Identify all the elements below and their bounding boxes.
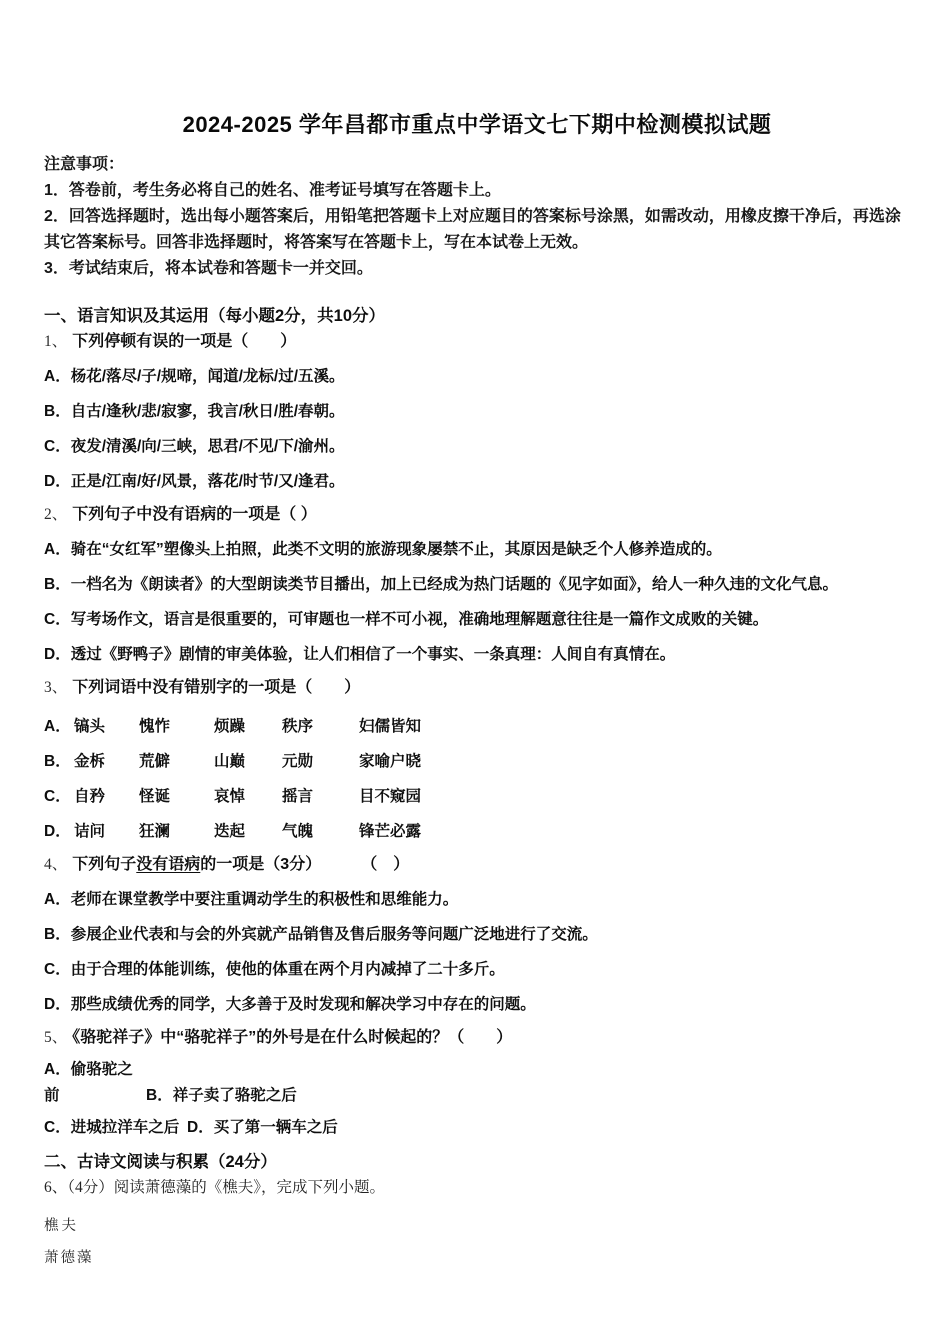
word: 诘问 — [74, 823, 106, 840]
word: 家喻户晓 — [359, 753, 422, 770]
question-4-option-a: A．老师在课堂教学中要注重调动学生的积极性和思维能力。 — [44, 891, 459, 908]
section-2-title: 二、古诗文阅读与积累（24分） — [44, 1153, 277, 1171]
word: 摇言 — [282, 788, 314, 805]
question-4-option-b: B．参展企业代表和与会的外宾就产品销售及售后服务等问题广泛地进行了交流。 — [44, 926, 598, 943]
word: 烦躁 — [214, 718, 246, 735]
notice-item-1: 1．答卷前，考生务必将自己的姓名、准考证号填写在答题卡上。 — [44, 182, 501, 199]
word: 锋芒必露 — [359, 823, 422, 840]
question-2-option-a: A．骑在“女红军”塑像头上拍照，此类不文明的旅游现象屡禁不止，其原因是缺乏个人修养造成的。 — [44, 541, 722, 558]
question-4-text-pre: 下列句子 — [72, 856, 137, 873]
question-1-option-b: B．自古/逢秋/悲/寂寥，我言/秋日/胜/春朝。 — [44, 403, 345, 420]
question-4-number: 4、 — [44, 856, 68, 873]
question-3 — [44, 675, 910, 701]
word: 气魄 — [282, 823, 314, 840]
question-5-text: 《骆驼祥子》中“骆驼祥子”的外号是在什么时候起的？（ ） — [72, 1029, 513, 1046]
question-2-text: 下列句子中没有语病的一项是（ ） — [72, 506, 317, 523]
section-1-title: 一、语言知识及其运用（每小题2分，共10分） — [44, 307, 386, 325]
section-2 — [44, 1149, 910, 1270]
question-2 — [44, 502, 910, 528]
question-6-text: （4分）阅读萧德藻的《樵夫》，完成下列小题。 — [67, 1179, 386, 1196]
word: 怪诞 — [139, 788, 171, 805]
word: 山巅 — [214, 753, 246, 770]
option-label: C． — [44, 788, 71, 805]
notice-heading: 注意事项： — [44, 156, 125, 173]
question-3-number: 3、 — [44, 679, 68, 696]
question-5-option-b: B．祥子卖了骆驼之后 — [146, 1087, 297, 1104]
option-label: A． — [44, 718, 71, 735]
question-4-text-underlined: 没有语病 — [136, 856, 201, 873]
notice-item-3: 3．考试结束后，将本试卷和答题卡一并交回。 — [44, 260, 373, 277]
word: 自矜 — [74, 788, 106, 805]
question-4-option-c: C．由于合理的体能训练，使他的体重在两个月内减掉了二十多斤。 — [44, 961, 505, 978]
section-1 — [44, 303, 910, 1141]
word: 狂澜 — [139, 823, 171, 840]
word: 荒僻 — [139, 753, 171, 770]
question-4-option-d: D．那些成绩优秀的同学，大多善于及时发现和解决学习中存在的问题。 — [44, 996, 536, 1013]
question-5-number: 5、 — [44, 1029, 68, 1046]
question-3-option-b — [44, 749, 910, 775]
question-3-option-a — [44, 714, 910, 740]
word: 镐头 — [74, 718, 106, 735]
question-4-text-post: 的一项是（3分） — [200, 856, 322, 873]
question-1-text: 下列停顿有误的一项是（ ） — [72, 333, 297, 350]
question-6-number: 6、 — [44, 1179, 68, 1196]
question-5-option-d: D．买了第一辆车之后 — [187, 1119, 338, 1136]
question-2-option-b: B．一档名为《朗读者》的大型朗读类节目播出，加上已经成为热门话题的《见字如面》，给人一种久违的文化气息。 — [44, 576, 838, 593]
question-5 — [44, 1025, 910, 1051]
question-1-option-d: D．正是/江南/好/风景，落花/时节/又/逢君。 — [44, 473, 345, 490]
question-1-option-c: C．夜发/清溪/向/三峡，思君/不见/下/渝州。 — [44, 438, 345, 455]
word: 目不窥园 — [359, 788, 422, 805]
question-2-number: 2、 — [44, 506, 68, 523]
question-2-option-c: C．写考场作文，语言是很重要的，可审题也一样不可小视，准确地理解题意往往是一篇作文成败的关键。 — [44, 611, 769, 628]
question-5-option-a: A．偷骆驼之前 — [44, 1061, 133, 1104]
question-1-option-a: A．杨花/落尽/子/规啼，闻道/龙标/过/五溪。 — [44, 368, 345, 385]
word: 秩序 — [282, 718, 314, 735]
poem-author: 萧德藻 — [44, 1250, 94, 1266]
question-4-answer-paren: （ ） — [361, 856, 410, 873]
word: 愧怍 — [139, 718, 171, 735]
notice-section — [44, 152, 910, 282]
question-5-option-c: C．进城拉洋车之后 — [44, 1119, 180, 1136]
word: 金柝 — [74, 753, 106, 770]
question-4 — [44, 852, 910, 878]
question-1-number: 1、 — [44, 333, 68, 350]
question-5-options-ab — [44, 1057, 910, 1109]
question-6 — [44, 1175, 910, 1201]
question-2-option-d: D．透过《野鸭子》剧情的审美体验，让人们相信了一个事实、一条真理：人间自有真情在。 — [44, 646, 676, 663]
question-1 — [44, 329, 910, 355]
poem-title: 樵夫 — [44, 1218, 79, 1234]
question-3-text: 下列词语中没有错别字的一项是（ ） — [72, 679, 361, 696]
option-label: B． — [44, 753, 71, 770]
question-5-options-cd — [44, 1115, 910, 1141]
word: 迭起 — [214, 823, 246, 840]
question-3-option-d — [44, 819, 910, 845]
page-title: 2024-2025 学年昌都市重点中学语文七下期中检测模拟试题 — [182, 112, 772, 137]
question-4-text — [72, 856, 409, 873]
option-label: D． — [44, 823, 71, 840]
question-3-option-c — [44, 784, 910, 810]
notice-item-2: 2．回答选择题时，选出每小题答案后，用铅笔把答题卡上对应题目的答案标号涂黑，如需改动，用橡皮擦干净后，再选涂其它答案标号。回答非选择题时，将答案写在答题卡上，写在本试卷上无效。 — [44, 208, 901, 251]
word: 妇儒皆知 — [359, 718, 422, 735]
word: 哀悼 — [214, 788, 246, 805]
word: 元勋 — [282, 753, 314, 770]
